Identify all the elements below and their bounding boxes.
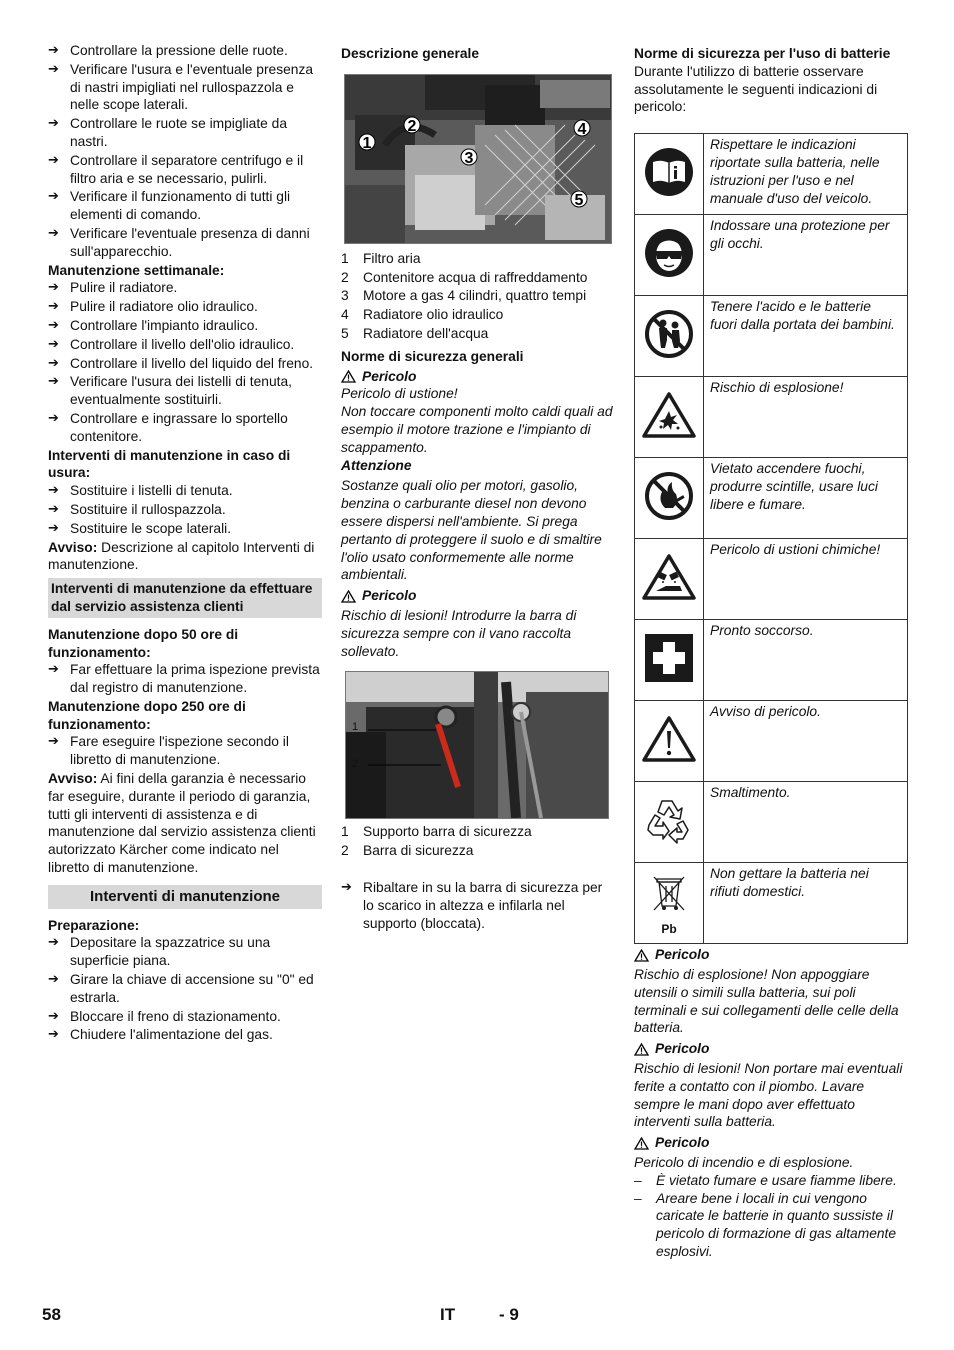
note-maintenance: Avviso: Descrizione al capitolo Interventi di manutenzione. [48, 539, 315, 573]
callout-3: 3 [464, 149, 474, 167]
note-warranty: Avviso: Ai fini della garanzia è necessario far eseguire, durante il periodo di garanzia, tutti gli interventi di assistenza e di manutenzione dal servizio assistenza clienti autorizzato Kärcher come indicato nel libretto di manutenzione. [48, 771, 316, 876]
general-warning-icon [635, 701, 704, 782]
table-row [635, 458, 908, 539]
list-item: ➔ Bloccare il freno di stazionamento. [48, 1008, 322, 1026]
list-item: ➔ Verificare l'usura dei listelli di tenuta, eventualmente sostituirli. [48, 373, 322, 409]
symbol-description: Rispettare le indicazioni riportate sulla batteria, nelle istruzioni per l'uso e nel manuale d'uso del veicolo. [704, 134, 908, 215]
manual-info-icon [635, 134, 704, 215]
list-item: ➔ Sostituire il rullospazzola. [48, 501, 322, 519]
danger-label: Pericolo [341, 587, 615, 605]
no-household-waste-icon [635, 863, 704, 944]
table-row [635, 701, 908, 782]
list-item: ➔ Girare la chiave di accensione su "0" ed estrarla. [48, 971, 322, 1007]
list-item: ➔ Verificare il funzionamento di tutti gli elementi di comando. [48, 188, 322, 224]
list-item: ➔ Controllare la pressione delle ruote. [48, 42, 322, 60]
symbol-description: Rischio di esplosione! [704, 377, 908, 458]
legend-item: 3 Motore a gas 4 cilindri, quattro tempi [341, 288, 587, 304]
attention-text: Sostanze quali olio per motori, gasolio, benzina o carburante diesel non devono essere dispersi nell'ambiente. Si prega pertanto di proteggere il suolo e di smaltire l'olio usato conformemente alle norme ambientali. [341, 478, 602, 583]
table-row [635, 215, 908, 296]
list-item: – Areare bene i locali in cui vengono caricate le batterie in quanto sussiste il pericolo di formazione di gas altamente esplosivi. [634, 1190, 908, 1261]
attention-label: Attenzione [341, 457, 412, 473]
symbol-description: Avviso di pericolo. [704, 701, 908, 782]
list-item: ➔ Sostituire i listelli di tenuta. [48, 482, 322, 500]
warning-triangle-icon [341, 590, 356, 603]
legend-item: 2 Barra di sicurezza [341, 843, 474, 859]
after-50h-heading: Manutenzione dopo 50 ore di funzionamento: [48, 626, 239, 660]
no-fire-icon [635, 458, 704, 539]
list-item: ➔ Pulire il radiatore olio idraulico. [48, 298, 322, 316]
column-right [634, 42, 908, 1261]
danger-label: Pericolo [634, 1040, 908, 1058]
column-middle [341, 42, 615, 933]
explosion-warning-icon [635, 377, 704, 458]
list-item: ➔ Controllare le ruote se impigliate da nastri. [48, 115, 322, 151]
list-item: ➔ Pulire il radiatore. [48, 279, 322, 297]
list-item: ➔ Far effettuare la prima ispezione prevista dal registro di manutenzione. [48, 661, 322, 697]
table-row [635, 782, 908, 863]
symbol-description: Non gettare la batteria nei rifiuti domestici. [704, 863, 908, 944]
burn-warning-title: Pericolo di ustione! [341, 386, 458, 402]
legend-item: 5 Radiatore dell'acqua [341, 325, 489, 341]
preparation-list [48, 934, 322, 1044]
callout-2: 2 [352, 758, 359, 771]
language-code: IT [440, 1305, 456, 1324]
legend-item: 2 Contenitore acqua di raffreddamento [341, 269, 588, 285]
fire-warning-text: Pericolo di incendio e di esplosione. [634, 1154, 854, 1170]
page-number: 58 [42, 1305, 61, 1324]
first-aid-icon [635, 620, 704, 701]
list-item: ➔ Controllare il livello dell'olio idraulico. [48, 336, 322, 354]
keep-children-away-icon [635, 296, 704, 377]
symbol-description: Tenere l'acido e le batterie fuori dalla portata dei bambini. [704, 296, 908, 377]
service-section-heading: Interventi di manutenzione da effettuare dal servizio assistenza clienti [48, 578, 322, 618]
table-row [635, 863, 908, 944]
battery-symbols-table [634, 133, 908, 944]
engine-legend [341, 250, 615, 343]
list-item: ➔ Fare eseguire l'ispezione secondo il libretto di manutenzione. [48, 733, 322, 769]
column-left [48, 42, 322, 1045]
table-row [635, 377, 908, 458]
explosion-warning-text: Rischio di esplosione! Non appoggiare utensili o simili sulla batteria, sui poli terminali e sui collegamenti delle celle della batteria. [634, 966, 899, 1036]
battery-safety-heading: Norme di sicurezza per l'uso di batterie [634, 46, 891, 61]
list-item: ➔ Ribaltare in su la barra di sicurezza per lo scarico in altezza e infilarla nel supporto (bloccata). [341, 879, 615, 932]
recycling-icon [635, 782, 704, 863]
danger-label: Pericolo [634, 1134, 908, 1152]
warning-triangle-icon [341, 370, 356, 383]
symbol-description: Indossare una protezione per gli occhi. [704, 215, 908, 296]
safety-bar-photo [345, 671, 609, 819]
preparation-heading: Preparazione: [48, 917, 140, 933]
callout-4: 4 [577, 120, 587, 138]
danger-label: Pericolo [634, 946, 908, 964]
lead-warning-text: Rischio di lesioni! Non portare mai eventuali ferite a contatto con il piombo. Lavare sempre le mani dopo aver effettuato interventi sulla batteria. [634, 1060, 903, 1130]
list-item: ➔ Chiudere l'alimentazione del gas. [48, 1026, 322, 1044]
list-item: ➔ Controllare l'impianto idraulico. [48, 317, 322, 335]
callout-1: 1 [362, 134, 372, 152]
warning-triangle-icon [634, 949, 649, 962]
injury-warning-text: Rischio di lesioni! Introdurre la barra di sicurezza sempre con il vano raccolta sollevato. [341, 607, 577, 659]
daily-checks-list [48, 42, 322, 261]
list-item: ➔ Controllare il livello del liquido del freno. [48, 355, 322, 373]
general-description-heading: Descrizione generale [341, 46, 480, 61]
sub-page-number: - 9 [499, 1305, 519, 1324]
warning-triangle-icon [634, 1043, 649, 1056]
list-item: ➔ Controllare il separatore centrifugo e il filtro aria e se necessario, pulirli. [48, 152, 322, 188]
table-row [635, 539, 908, 620]
battery-intro: Durante l'utilizzo di batterie osservare assolutamente le seguenti indicazioni di pericolo: [634, 63, 878, 115]
maintenance-section-heading: Interventi di manutenzione [48, 885, 322, 909]
wear-heading: Interventi di manutenzione in caso di usura: [48, 447, 291, 481]
legend-item: 1 Supporto barra di sicurezza [341, 824, 532, 840]
pb-label: Pb [661, 921, 677, 936]
danger-label: Pericolo [341, 368, 615, 386]
corrosive-warning-icon [635, 539, 704, 620]
wear-list [48, 482, 322, 537]
symbol-description: Vietato accendere fuochi, produrre scintille, usare luci libere e fumare. [704, 458, 908, 539]
symbol-description: Smaltimento. [704, 782, 908, 863]
list-item: ➔ Verificare l'usura e l'eventuale presenza di nastri impigliati nel rullospazzola e nelle scope laterali. [48, 61, 322, 114]
table-row [635, 134, 908, 215]
legend-item: 4 Radiatore olio idraulico [341, 307, 504, 323]
callout-1: 1 [352, 721, 359, 734]
general-safety-heading: Norme di sicurezza generali [341, 348, 524, 364]
list-item: ➔ Sostituire le scope laterali. [48, 520, 322, 538]
after-250h-heading: Manutenzione dopo 250 ore di funzionamento: [48, 698, 246, 732]
engine-photo [344, 74, 612, 244]
warning-triangle-icon [634, 1137, 649, 1150]
symbol-description: Pronto soccorso. [704, 620, 908, 701]
symbol-description: Pericolo di ustioni chimiche! [704, 539, 908, 620]
eye-protection-icon [635, 215, 704, 296]
burn-warning-text: Non toccare componenti molto caldi quali ad esempio il motore trazione e l'impianto di scappamento. [341, 404, 613, 455]
callout-5: 5 [574, 191, 584, 209]
weekly-heading: Manutenzione settimanale: [48, 262, 225, 278]
table-row [635, 296, 908, 377]
safety-bar-legend [341, 823, 615, 860]
weekly-list [48, 279, 322, 445]
list-item: ➔ Controllare e ingrassare lo sportello contenitore. [48, 410, 322, 446]
list-item: – È vietato fumare e usare fiamme libere. [634, 1172, 908, 1190]
table-row [635, 620, 908, 701]
list-item: ➔ Verificare l'eventuale presenza di danni sull'apparecchio. [48, 225, 322, 261]
list-item: ➔ Depositare la spazzatrice su una superficie piana. [48, 934, 322, 970]
callout-2: 2 [407, 117, 417, 135]
legend-item: 1 Filtro aria [341, 250, 421, 266]
